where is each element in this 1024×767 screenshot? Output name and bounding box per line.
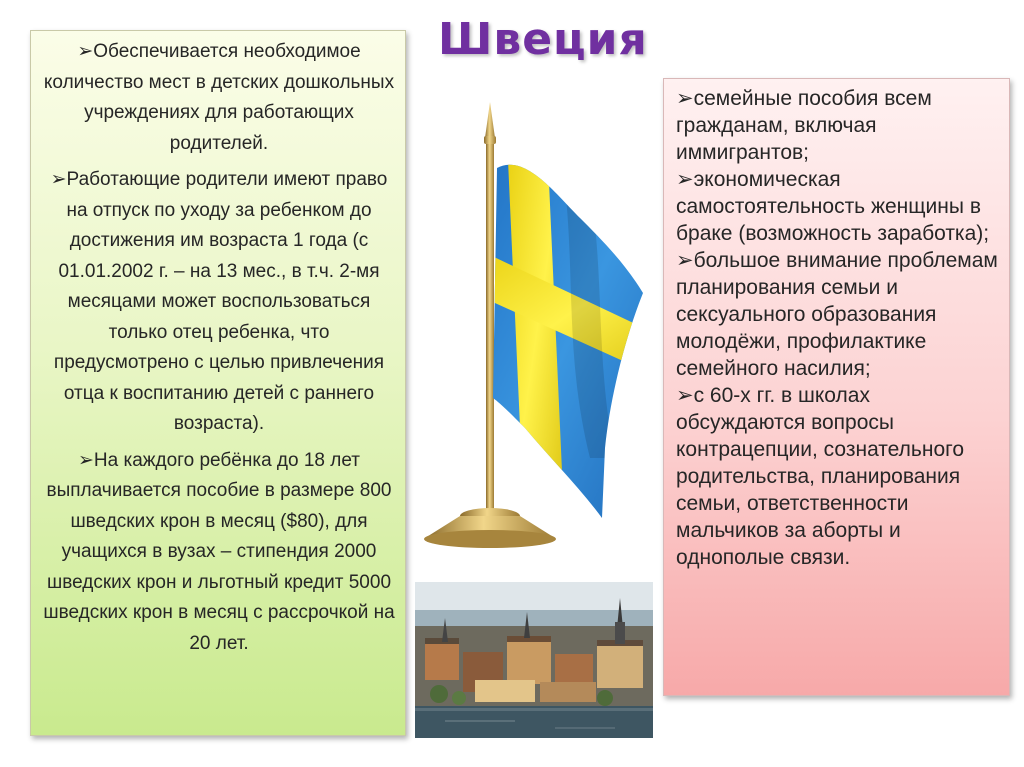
slide-title: Швеция <box>438 14 648 65</box>
right-item-2: ➢экономическая самостоятельность женщины в браке (возможность заработка); <box>676 168 990 245</box>
stockholm-city-image <box>415 582 653 738</box>
left-text-panel <box>30 30 406 736</box>
right-text-panel <box>663 78 1010 696</box>
left-item-3: ➢На каждого ребёнка до 18 лет выплачивается пособие в размере 800 шведских крон в месяц ($80), для учащихся в вузах – стипендия 2000 шведских крон и льготный кредит 5000 шведских крон в месяц с рассрочкой на 20 лет. <box>43 449 395 654</box>
swedish-flag-image <box>415 98 655 558</box>
left-item-1: ➢Обеспечивается необходимое количество мест в детских дошкольных учреждениях для работающих родителей. <box>43 41 395 154</box>
right-item-1: ➢семейные пособия всем гражданам, включая иммигрантов; <box>676 87 932 164</box>
right-item-3: ➢большое внимание проблемам планирования семьи и сексуального образования молодёжи, профилактике семейного насилия; <box>676 249 998 380</box>
left-item-2: ➢Работающие родители имеют право на отпуск по уходу за ребенком до достижения им возраста 1 года (с 01.01.2002 г. – на 13 мес., в т.ч. 2-мя месяцами может воспользоваться только отец ребенка, что предусмотрено с целью привлечения отца к воспитанию детей с раннего возраста). <box>50 169 388 434</box>
right-item-4: ➢с 60-х гг. в школах обсуждаются вопросы контрацепции, сознательного родительства, планирования семьи, ответственности мальчиков за аборты и однополые связи. <box>676 384 965 569</box>
